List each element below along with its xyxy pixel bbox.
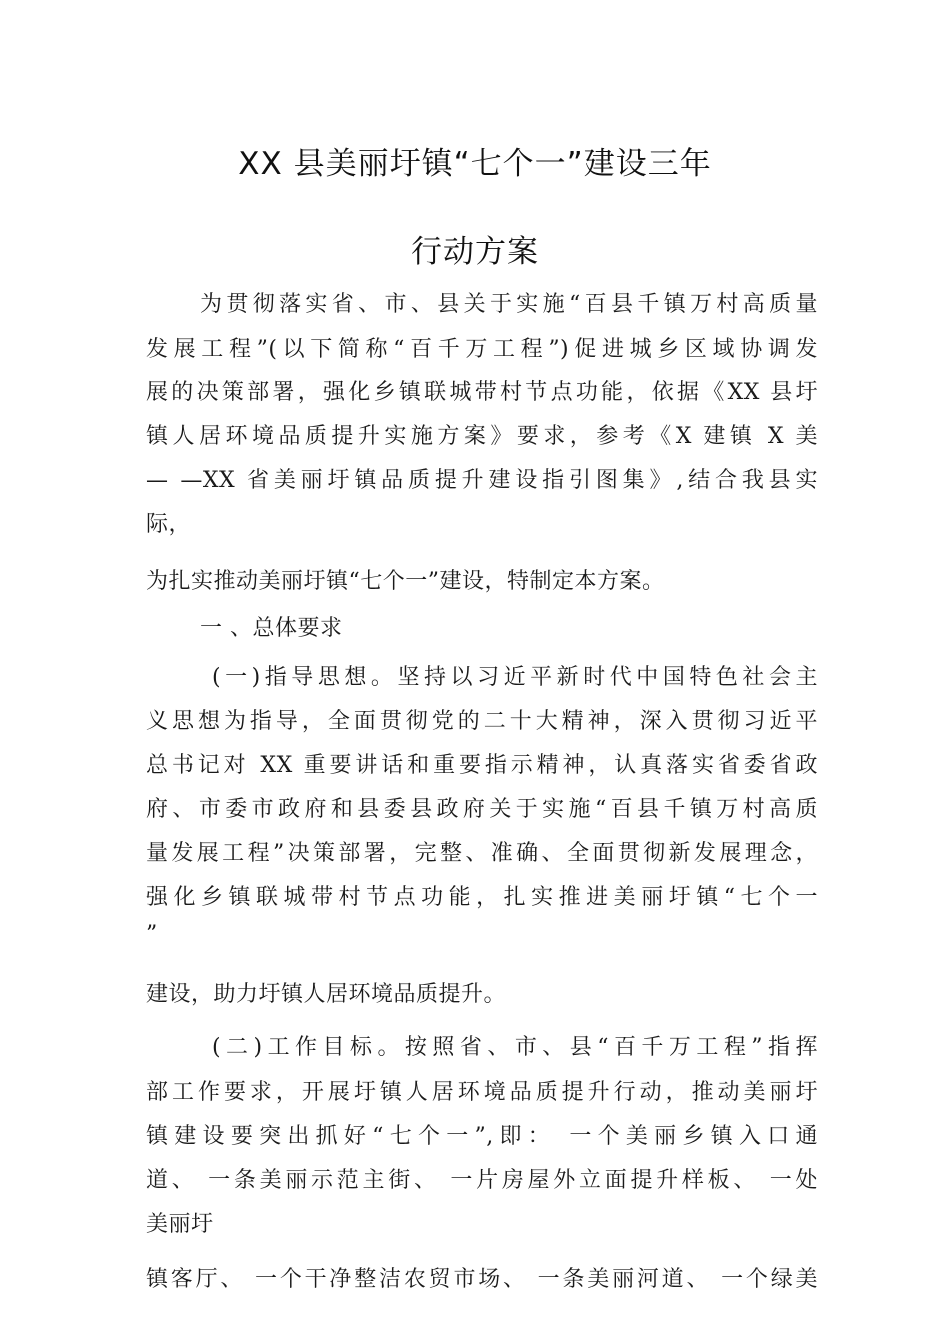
paragraph-line: 部工作要求，开展圩镇人居环境品质提升行动，推动美丽圩	[146, 1080, 818, 1105]
paragraph-line: — —XX 省美丽圩镇品质提升建设指引图集》,结合我县实	[146, 468, 818, 493]
paragraph-line: ”	[146, 922, 158, 947]
paragraph-line: 量发展工程”决策部署，完整、准确、全面贯彻新发展理念，	[146, 841, 818, 866]
paragraph-line: 美丽圩	[146, 1212, 214, 1237]
paragraph-line: 展的决策部署，强化乡镇联城带村节点功能，依据《XX 县圩	[146, 380, 818, 405]
paragraph-line: 总书记对 XX 重要讲话和重要指示精神，认真落实省委省政	[146, 753, 818, 778]
paragraph-line: 发展工程”(以下简称“百千万工程”)促进城乡区域协调发	[146, 337, 818, 362]
section-heading: 一 、总体要求	[200, 616, 343, 641]
document-title-line-2: 行动方案	[411, 234, 539, 270]
paragraph-line: 建设，助力圩镇人居环境品质提升。	[146, 982, 507, 1007]
paragraph-line: 际，	[146, 512, 192, 537]
paragraph-line: 为扎实推动美丽圩镇“七个一”建设，特制定本方案。	[146, 569, 665, 594]
paragraph-line: 为贯彻落实省、市、县关于实施“百县千镇万村高质量	[200, 292, 818, 317]
paragraph-line: 镇客厅、 一个干净整洁农贸市场、 一条美丽河道、 一个绿美	[146, 1267, 818, 1292]
paragraph-line: 道、 一条美丽示范主街、 一片房屋外立面提升样板、 一处	[146, 1168, 818, 1193]
paragraph-line: 义思想为指导，全面贯彻党的二十大精神，深入贯彻习近平	[146, 709, 818, 734]
paragraph-line: 镇建设要突出抓好“七个一”,即： 一个美丽乡镇入口通	[146, 1124, 818, 1149]
paragraph-line: 强化乡镇联城带村节点功能，扎实推进美丽圩镇“七个一	[146, 885, 818, 910]
paragraph-line: 镇人居环境品质提升实施方案》要求，参考《X 建镇 X 美	[146, 424, 818, 449]
document-title-line-1: XX 县美丽圩镇“七个一”建设三年	[238, 146, 712, 182]
paragraph-line: 府、市委市政府和县委县政府关于实施“百县千镇万村高质	[146, 797, 818, 822]
paragraph-line: (二)工作目标。按照省、市、县“百千万工程”指挥	[212, 1035, 818, 1060]
paragraph-line: (一)指导思想。坚持以习近平新时代中国特色社会主	[212, 665, 818, 690]
